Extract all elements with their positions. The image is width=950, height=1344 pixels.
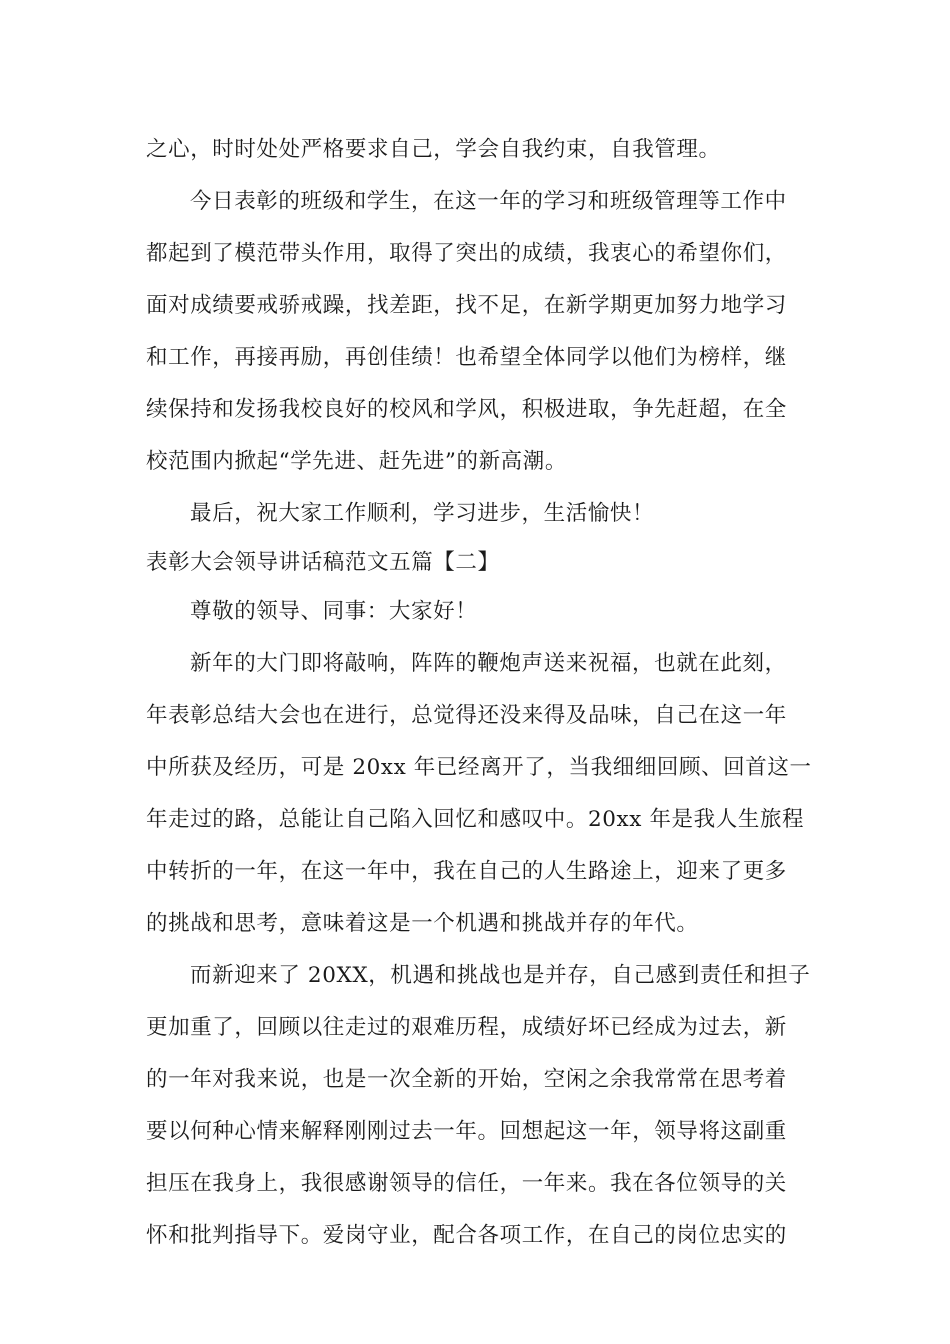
- document-body: [146, 124, 812, 1262]
- text-line: 都起到了模范带头作用，取得了突出的成绩，我衷心的希望你们，: [146, 241, 787, 266]
- text-line: 要以何种心情来解释刚刚过去一年。回想起这一年，领导将这副重: [146, 1119, 787, 1144]
- text-line: 的挑战和思考，意味着这是一个机遇和挑战并存的年代。: [146, 911, 699, 936]
- text-line: 年走过的路，总能让自己陷入回忆和感叹中。20xx 年是我人生旅程: [146, 807, 805, 832]
- text-line: 最后，祝大家工作顺利，学习进步，生活愉快！: [190, 501, 655, 526]
- section-heading: 表彰大会领导讲话稿范文五篇【二】: [146, 550, 500, 575]
- text-line: 面对成绩要戒骄戒躁，找差距，找不足，在新学期更加努力地学习: [146, 293, 787, 318]
- text-line: 怀和批判指导下。爱岗守业，配合各项工作，在自己的岗位忠实的: [146, 1223, 787, 1248]
- text-line: 更加重了，回顾以往走过的艰难历程，成绩好坏已经成为过去，新: [146, 1015, 787, 1040]
- text-line: 续保持和发扬我校良好的校风和学风，积极进取，争先赶超，在全: [146, 397, 787, 422]
- text-line: 和工作，再接再励，再创佳绩！也希望全体同学以他们为榜样，继: [146, 345, 787, 370]
- text-line: 中所获及经历，可是 20xx 年已经离开了，当我细细回顾、回首这一: [146, 755, 812, 780]
- text-line: 新年的大门即将敲响，阵阵的鞭炮声送来祝福，也就在此刻，: [190, 651, 787, 676]
- text-line: 尊敬的领导、同事：大家好！: [190, 599, 478, 624]
- text-line: 校范围内掀起“学先进、赶先进”的新高潮。: [146, 449, 567, 474]
- text-line: 之心，时时处处严格要求自己，学会自我约束，自我管理。: [146, 137, 721, 162]
- text-line: 年表彰总结大会也在进行，总觉得还没来得及品味，自己在这一年: [146, 703, 787, 728]
- text-line: 担压在我身上，我很感谢领导的信任，一年来。我在各位领导的关: [146, 1171, 787, 1196]
- text-line: 中转折的一年，在这一年中，我在自己的人生路途上，迎来了更多: [146, 859, 787, 884]
- text-line: 而新迎来了 20XX，机遇和挑战也是并存，自己感到责任和担子: [190, 963, 811, 988]
- text-line: 今日表彰的班级和学生，在这一年的学习和班级管理等工作中: [190, 189, 787, 214]
- text-line: 的一年对我来说，也是一次全新的开始，空闲之余我常常在思考着: [146, 1067, 787, 1092]
